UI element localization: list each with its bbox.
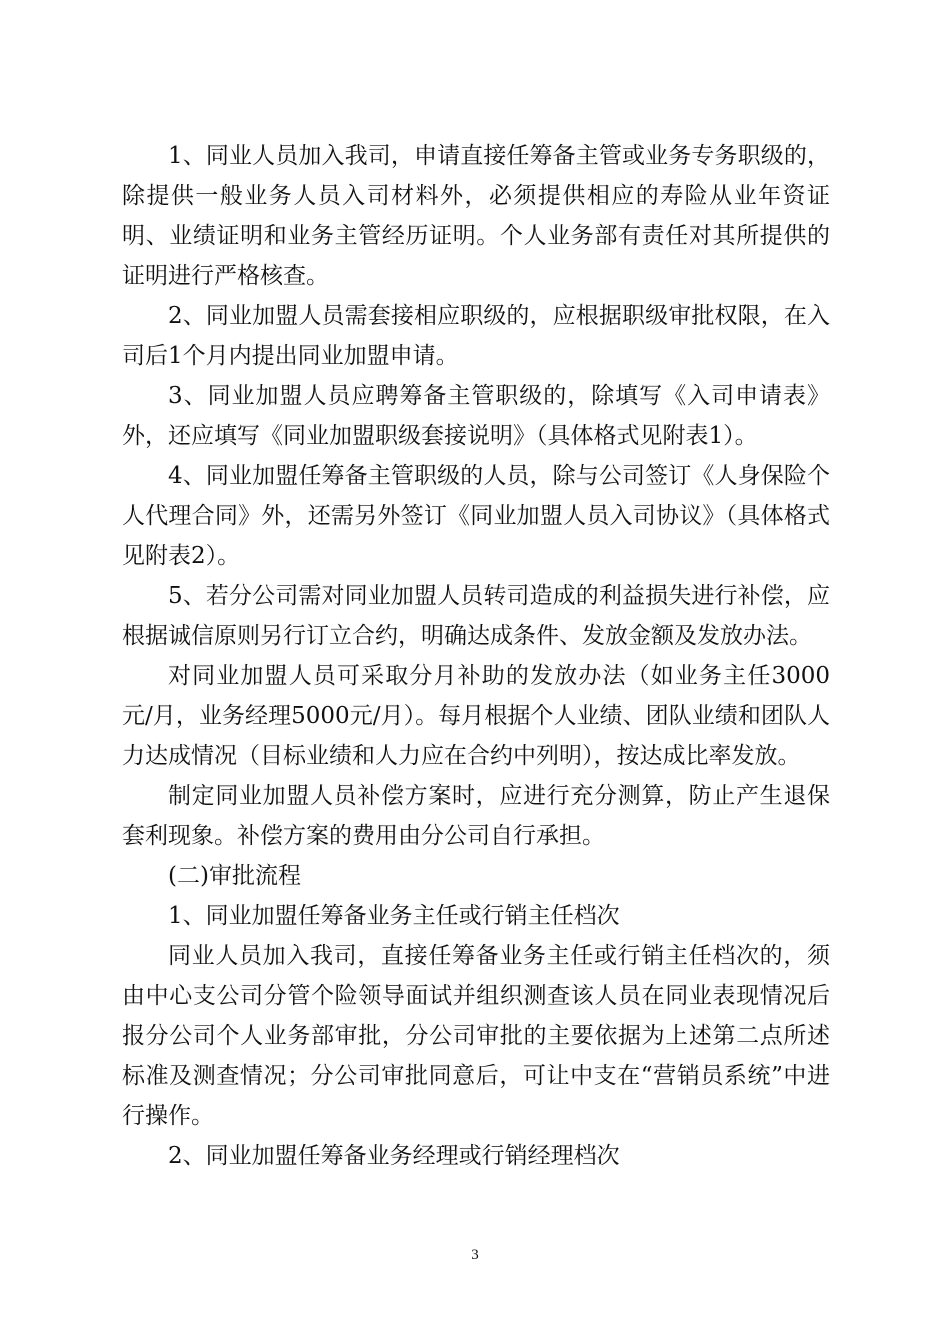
paragraph-7: 制定同业加盟人员补偿方案时，应进行充分测算，防止产生退保套利现象。补偿方案的费用由分公司自行承担。: [122, 783, 830, 849]
paragraph-6: 对同业加盟人员可采取分月补助的发放办法（如业务主任3000元/月，业务经理5000元/月）。每月根据个人业绩、团队业绩和团队人力达成情况（目标业绩和人力应在合约中列明），按达成比率发放。: [122, 663, 830, 769]
document-body: [122, 136, 830, 1176]
paragraph-4: 4、同业加盟任筹备主管职级的人员，除与公司签订《人身保险个人代理合同》外，还需另外签订《同业加盟人员入司协议》（具体格式见附表2）。: [122, 463, 830, 569]
page-number: 3: [471, 1247, 479, 1263]
paragraph-1: 1、同业人员加入我司，申请直接任筹备主管或业务专务职级的，除提供一般业务人员入司材料外，必须提供相应的寿险从业年资证明、业绩证明和业务主管经历证明。个人业务部有责任对其所提供的证明进行严格核查。: [122, 143, 830, 289]
paragraph-9: 1、同业加盟任筹备业务主任或行销主任档次: [168, 903, 620, 929]
paragraph-11: 2、同业加盟任筹备业务经理或行销经理档次: [168, 1143, 620, 1169]
section-heading: (二)审批流程: [168, 863, 301, 889]
paragraph-5: 5、若分公司需对同业加盟人员转司造成的利益损失进行补偿，应根据诚信原则另行订立合约，明确达成条件、发放金额及发放办法。: [122, 583, 830, 649]
paragraph-10: 同业人员加入我司，直接任筹备业务主任或行销主任档次的，须由中心支公司分管个险领导面试并组织测查该人员在同业表现情况后报分公司个人业务部审批，分公司审批的主要依据为上述第二点所述标准及测查情况；分公司审批同意后，可让中支在“营销员系统”中进行操作。: [122, 943, 830, 1129]
paragraph-2: 2、同业加盟人员需套接相应职级的，应根据职级审批权限，在入司后1个月内提出同业加盟申请。: [122, 303, 830, 369]
paragraph-3: 3、同业加盟人员应聘筹备主管职级的，除填写《入司申请表》外，还应填写《同业加盟职级套接说明》（具体格式见附表1）。: [122, 383, 830, 449]
